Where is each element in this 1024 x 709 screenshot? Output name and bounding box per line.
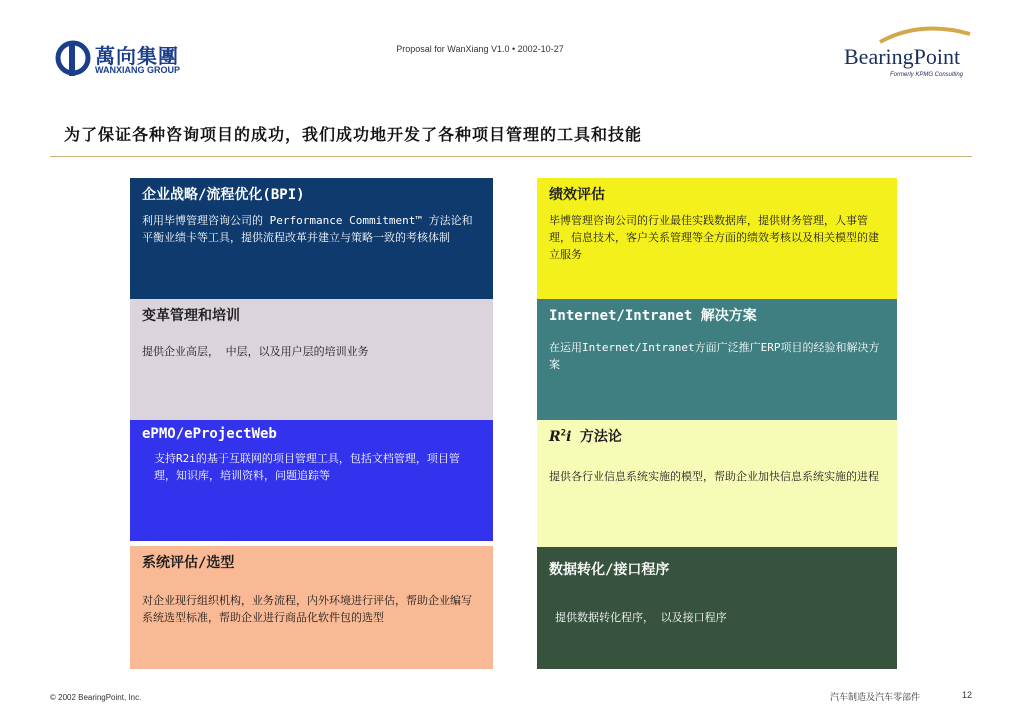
bearingpoint-logo (840, 22, 980, 84)
box-title: 系统评估/选型 (142, 555, 235, 571)
box-title: ePMO/eProjectWeb (142, 426, 277, 442)
box-internet (537, 299, 897, 420)
box-desc: 毕博管理咨询公司的行业最佳实践数据库，提供财务管理，人事管理，信息技术，客户关系管理等全方面的绩效考核以及相关模型的建立服务 (549, 214, 879, 261)
box-data-conversion (537, 547, 897, 669)
bearingpoint-name: BearingPoint (844, 44, 961, 69)
box-desc: 提供企业高层， 中层，以及用户层的培训业务 (142, 345, 369, 358)
page-number: 12 (962, 690, 973, 700)
wanxiang-logo-en: WANXIANG GROUP (95, 65, 181, 75)
page-title: 为了保证各种咨询项目的成功，我们成功地开发了各种项目管理的工具和技能 (64, 125, 643, 144)
proposal-line: Proposal for WanXiang V1.0 • 2002-10-27 (396, 44, 564, 54)
box-epmo (130, 420, 493, 541)
box-r2i (537, 420, 897, 547)
bearingpoint-arc-icon (840, 22, 980, 44)
wanxiang-logo (55, 40, 215, 80)
section-label: 汽车制造及汽车零部件 (830, 693, 921, 703)
box-title: 数据转化/接口程序 (549, 562, 670, 578)
copyright: © 2002 BearingPoint, Inc. (50, 693, 142, 702)
r2i-i: i (566, 429, 572, 445)
divider (50, 156, 972, 157)
r2i-sup: 2 (560, 428, 567, 439)
box-desc: 提供各行业信息系统实施的模型，帮助企业加快信息系统实施的进程 (549, 470, 879, 483)
box-desc: 支持R2i的基于互联网的项目管理工具，包括文档管理，项目管理，知识库，培训资料，问题追踪等 (154, 452, 460, 482)
wanxiang-logo-cn: 萬向集團 (95, 44, 179, 68)
box-title: 变革管理和培训 (142, 308, 240, 324)
box-title (549, 426, 885, 446)
box-title: Internet/Intranet 解决方案 (549, 308, 757, 324)
box-desc: 提供数据转化程序， 以及接口程序 (555, 611, 727, 624)
box-bpi (130, 178, 493, 299)
box-desc: 利用毕博管理咨询公司的 Performance Commitment™ 方法论和平衡业绩卡等工具，提供流程改革并建立与策略一致的考核体制 (142, 214, 473, 244)
r2i-r: R (549, 429, 561, 445)
box-change-management (130, 299, 493, 420)
box-desc: 对企业现行组织机构，业务流程，内外环境进行评估，帮助企业编写系统选型标准，帮助企业进行商品化软件包的选型 (142, 594, 472, 624)
box-performance (537, 178, 897, 299)
box-title: 绩效评估 (549, 187, 605, 203)
r2i-rest: 方法论 (571, 429, 622, 445)
box-desc: 在运用Internet/Intranet方面广泛推广ERP项目的经验和解决方案 (549, 341, 880, 371)
bearingpoint-sub: Formerly KPMG Consulting (890, 72, 964, 78)
box-title: 企业战略/流程优化(BPI) (142, 187, 305, 203)
box-system-selection (130, 546, 493, 669)
